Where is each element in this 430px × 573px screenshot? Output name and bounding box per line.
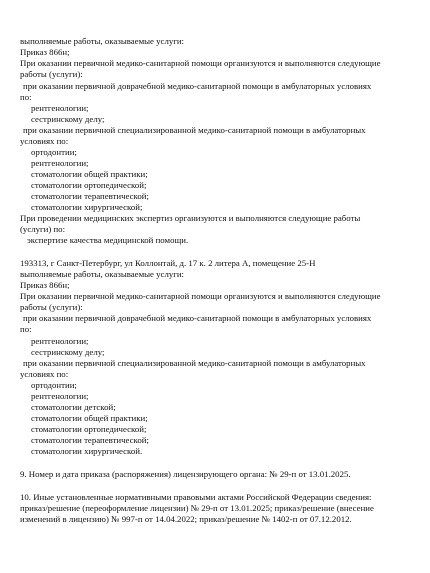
primary-care-intro: При оказании первичной медико-санитарной помощи организуются и выполняются следующие: [20, 58, 381, 68]
service-item: рентгенологии;: [31, 158, 89, 168]
primary-care-intro-cont: работы (услуги):: [20, 302, 83, 312]
primary-care-intro: При оказании первичной медико-санитарной помощи организуются и выполняются следующие: [20, 291, 381, 301]
order-number-date: 9. Номер и дата приказа (распоряжения) лицензирующего органа: № 29-п от 13.01.2025.: [20, 469, 351, 479]
service-item: ортодонтии;: [31, 380, 77, 390]
service-item: стоматологии ортопедической;: [31, 180, 147, 190]
other-info-heading: 10. Иные установленные нормативными правовыми актами Российской Федерации сведения:: [20, 492, 372, 502]
order-reference: Приказ 866н;: [20, 47, 70, 57]
service-item: стоматологии детской;: [31, 402, 116, 412]
specialized-care-line: при оказании первичной специализированной медико-санитарной помощи в амбулаторных: [23, 125, 366, 135]
pre-doctor-care-line: при оказании первичной доврачебной медико-санитарной помощи в амбулаторных условиях: [23, 81, 372, 91]
specialized-care-line-cont: условиях по:: [20, 369, 69, 379]
address-line: 193313, г Санкт-Петербург, ул Коллонтай, д. 17 к. 2 литера А, помещение 25-Н: [20, 258, 316, 268]
service-item: стоматологии хирургической.: [31, 446, 143, 456]
service-item: экспертизе качества медицинской помощи.: [27, 235, 189, 245]
service-item: ортодонтии;: [31, 147, 77, 157]
service-item: рентгенологии;: [31, 103, 89, 113]
pre-doctor-care-line-cont: по:: [20, 324, 32, 334]
medical-expertise-intro: При проведении медицинских экспертиз организуются и выполняются следующие работы: [20, 213, 361, 223]
other-info-line: изменений в лицензию) № 997-п от 14.04.2022; приказ/решение № 1402-п от 07.12.2012.: [20, 514, 352, 524]
service-item: сестринскому делу;: [31, 114, 105, 124]
pre-doctor-care-line: при оказании первичной доврачебной медико-санитарной помощи в амбулаторных условиях: [23, 313, 372, 323]
service-item: стоматологии терапевтической;: [31, 435, 149, 445]
service-item: рентгенологии;: [31, 391, 89, 401]
service-item: стоматологии общей практики;: [31, 169, 148, 179]
primary-care-intro-cont: работы (услуги):: [20, 69, 83, 79]
service-item: сестринскому делу;: [31, 347, 105, 357]
order-reference: Приказ 866н;: [20, 280, 70, 290]
other-info-line: приказ/решение (переоформление лицензии) № 29-п от 13.01.2025; приказ/решение (внесение: [20, 503, 374, 513]
service-item: стоматологии общей практики;: [31, 413, 148, 423]
service-item: стоматологии хирургической;: [31, 202, 143, 212]
medical-expertise-intro-cont: (услуги) по:: [20, 224, 66, 234]
specialized-care-line: при оказании первичной специализированной медико-санитарной помощи в амбулаторных: [23, 358, 366, 368]
pre-doctor-care-line-cont: по:: [20, 92, 32, 102]
services-heading: выполняемые работы, оказываемые услуги:: [20, 269, 185, 279]
services-heading: выполняемые работы, оказываемые услуги:: [20, 36, 185, 46]
specialized-care-line-cont: условиях по:: [20, 136, 69, 146]
service-item: рентгенологии;: [31, 336, 89, 346]
service-item: стоматологии ортопедической;: [31, 424, 147, 434]
service-item: стоматологии терапевтической;: [31, 191, 149, 201]
